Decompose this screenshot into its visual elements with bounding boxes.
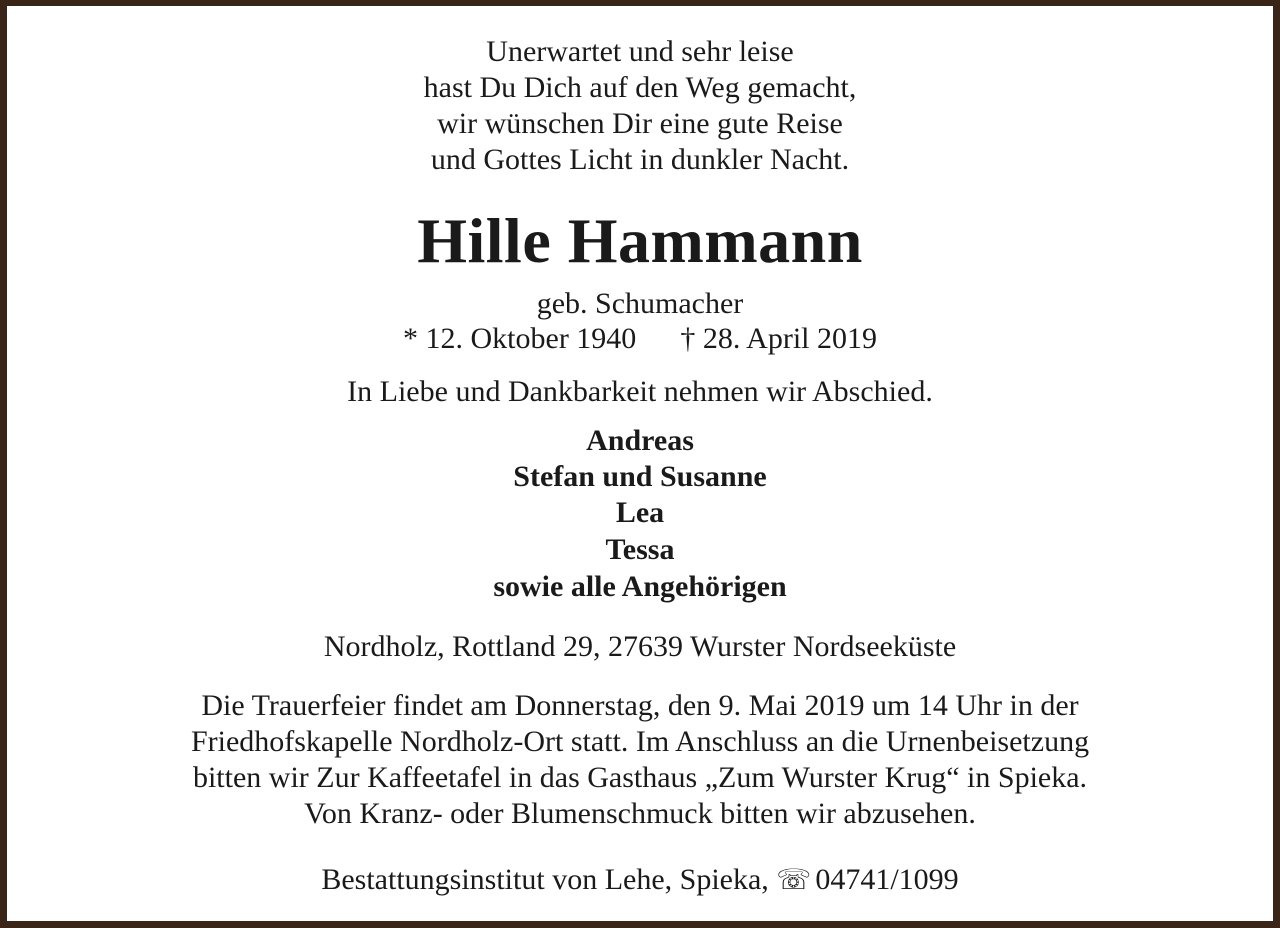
life-dates xyxy=(7,322,1273,356)
mourner-1: Andreas xyxy=(586,424,694,457)
poem-line-3: wir wünschen Dir eine gute Reise xyxy=(437,107,843,140)
mourner-2: Stefan und Susanne xyxy=(513,460,767,493)
maiden-name: geb. Schumacher xyxy=(536,287,744,320)
poem-line-4: und Gottes Licht in dunkler Nacht. xyxy=(430,143,850,176)
undertaker-label: Bestattungsinstitut von Lehe, Spieka, xyxy=(321,863,769,896)
service-line-4: Von Kranz- oder Blumenschmuck bitten wir abzusehen. xyxy=(304,797,976,830)
poem-line-2: hast Du Dich auf den Weg gemacht, xyxy=(423,71,857,104)
service-line-2: Friedhofskapelle Nordholz-Ort statt. Im Anschluss an die Urnenbeisetzung xyxy=(190,725,1090,758)
mourner-4: Tessa xyxy=(605,533,675,566)
address-line: Nordholz, Rottland 29, 27639 Wurster Nordseeküste xyxy=(323,630,957,663)
telephone-icon: ☏ xyxy=(776,863,812,896)
poem-line-1: Unerwartet und sehr leise xyxy=(486,35,794,68)
deceased-name: Hille Hammann xyxy=(417,205,863,276)
mourner-5: sowie alle Angehörigen xyxy=(493,570,787,603)
service-line-3: bitten wir Zur Kaffeetafel in das Gasthaus „Zum Wurster Krug“ in Spieka. xyxy=(192,761,1088,794)
mourner-3: Lea xyxy=(615,496,665,529)
death-date: † 28. April 2019 xyxy=(680,322,877,355)
farewell-line: In Liebe und Dankbarkeit nehmen wir Abschied. xyxy=(347,375,933,408)
service-line-1: Die Trauerfeier findet am Donnerstag, den 9. Mai 2019 um 14 Uhr in der xyxy=(201,689,1079,722)
undertaker-phone: 04741/1099 xyxy=(815,863,959,896)
birth-date: * 12. Oktober 1940 xyxy=(403,322,637,355)
undertaker-line xyxy=(7,863,1273,897)
